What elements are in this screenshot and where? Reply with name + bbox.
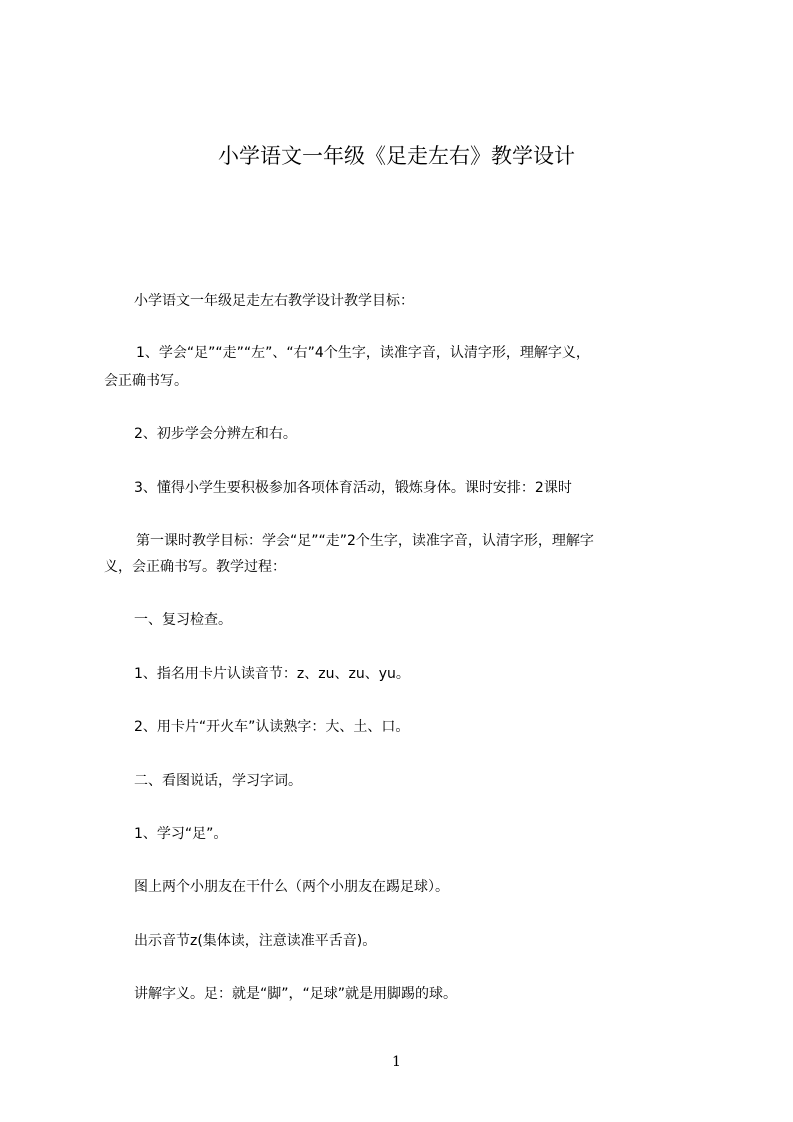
paragraph-intro: 小学语文一年级足走左右教学设计教学目标：: [134, 293, 414, 309]
page-title: 小学语文一年级《足走左右》教学设计: [218, 144, 575, 168]
paragraph-lesson-1-line1: 第一课时教学目标：学会“足”“走”2个生字，读准字音，认清字形，理解字: [136, 533, 594, 549]
paragraph-goal-3: 3、懂得小学生要积极参加各项体育活动，锻炼身体。课时安排：2课时: [134, 480, 572, 496]
paragraph-explain-meaning: 讲解字义。足：就是“脚”，“足球”就是用脚踢的球。: [134, 986, 458, 1002]
paragraph-lesson-1-line2: 义，会正确书写。教学过程：: [104, 559, 286, 575]
paragraph-review-2: 2、用卡片“开火车”认读熟字：大、土、口。: [134, 719, 410, 735]
section-heading-review: 一、复习检查。: [134, 612, 232, 628]
paragraph-goal-2: 2、初步学会分辨左和右。: [134, 426, 297, 442]
paragraph-picture-question: 图上两个小朋友在干什么（两个小朋友在踢足球）。: [134, 879, 449, 895]
paragraph-review-1: 1、指名用卡片认读音节：z、zu、zu、yu。: [134, 666, 410, 682]
paragraph-goal-1-line1: 1、学会“足”“走”“左”、“右”4个生字，读准字音，认清字形，理解字义，: [136, 345, 590, 361]
paragraph-learn-zu: 1、学习“足”。: [134, 826, 228, 842]
section-heading-picture-talk: 二、看图说话，学习字词。: [134, 773, 302, 789]
paragraph-goal-1-line2: 会正确书写。: [104, 373, 188, 389]
page-number: 1: [392, 1054, 401, 1070]
paragraph-show-syllable: 出示音节z(集体读，注意读准平舌音)。: [134, 933, 377, 949]
